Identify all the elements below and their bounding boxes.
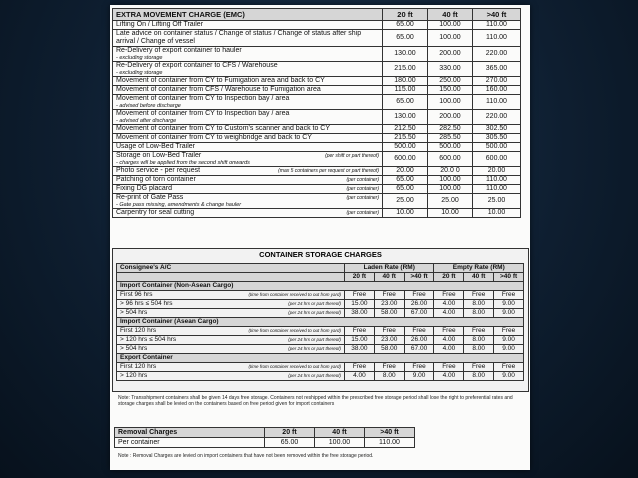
empty-rate-header: Empty Rate (RM) xyxy=(434,264,524,273)
emc-row xyxy=(113,95,521,110)
emc-row-note: (per container) xyxy=(346,195,379,201)
emc-title: EXTRA MOVEMENT CHARGE (EMC) xyxy=(113,9,383,21)
storage-row-value: 26.00 xyxy=(404,336,434,345)
storage-panel xyxy=(112,248,529,392)
storage-row-value: 4.00 xyxy=(434,309,464,318)
emc-row-label: Movement of container from CY to Fumigation area and back to CY xyxy=(116,77,325,84)
storage-row-value: Free xyxy=(434,363,464,372)
emc-row-description xyxy=(113,209,383,218)
storage-row-value: 9.00 xyxy=(494,345,524,354)
emc-row-label: Photo service - per request xyxy=(116,167,201,174)
emc-col-over40ft: >40 ft xyxy=(473,9,521,21)
emc-row-label: Storage on Low-Bed Trailer xyxy=(116,152,202,159)
storage-row xyxy=(117,300,524,309)
storage-section-title: Export Container xyxy=(117,354,524,363)
emc-row-label: Movement of container from CY to weighbridge and back to CY xyxy=(116,134,312,141)
storage-row-description xyxy=(117,300,345,309)
emc-row-description xyxy=(113,95,383,110)
emc-row xyxy=(113,209,521,218)
storage-row-value: 15.00 xyxy=(345,300,375,309)
emc-row xyxy=(113,194,521,209)
emc-row-value: 100.00 xyxy=(428,176,473,185)
removal-value-20ft: 65.00 xyxy=(265,438,315,448)
emc-row-value: 270.00 xyxy=(473,77,521,86)
emc-row xyxy=(113,30,521,47)
emc-row-value: 65.00 xyxy=(383,176,428,185)
storage-row-value: 26.00 xyxy=(404,300,434,309)
storage-row-description xyxy=(117,327,345,336)
storage-row xyxy=(117,309,524,318)
storage-row-value: 4.00 xyxy=(434,336,464,345)
storage-row-value: Free xyxy=(494,327,524,336)
storage-row-value: 8.00 xyxy=(374,372,404,381)
storage-row-label: First 120 hrs xyxy=(120,327,157,334)
storage-row-note: (per 24 hrs or part thereof) xyxy=(288,301,341,306)
emc-row-value: 100.00 xyxy=(428,185,473,194)
emc-row-sublabel: - excluding storage xyxy=(116,55,163,61)
emc-row-note: (per container) xyxy=(346,177,379,183)
storage-colheader: >40 ft xyxy=(404,273,434,282)
emc-row xyxy=(113,134,521,143)
emc-row-sublabel: - excluding storage xyxy=(116,70,163,76)
storage-row-description xyxy=(117,363,345,372)
storage-colheader: 20 ft xyxy=(434,273,464,282)
emc-row-label: Patching of torn container xyxy=(116,176,196,183)
emc-row-label: Fixing DG placard xyxy=(116,185,173,192)
removal-col-over40ft: >40 ft xyxy=(365,428,415,438)
removal-col-40ft: 40 ft xyxy=(315,428,365,438)
emc-row-value: 110.00 xyxy=(473,95,521,110)
emc-row-description xyxy=(113,125,383,134)
storage-colheader: 40 ft xyxy=(464,273,494,282)
storage-row-label: First 120 hrs xyxy=(120,363,157,370)
storage-row-value: Free xyxy=(345,363,375,372)
emc-row-value: 20.00 xyxy=(473,167,521,176)
storage-row-value: 9.00 xyxy=(494,336,524,345)
emc-row-value: 10.00 xyxy=(428,209,473,218)
storage-row-value: 9.00 xyxy=(494,309,524,318)
emc-row xyxy=(113,125,521,134)
storage-row-value: Free xyxy=(494,363,524,372)
storage-row-value: 23.00 xyxy=(374,300,404,309)
emc-col-40ft: 40 ft xyxy=(428,9,473,21)
storage-row-value: Free xyxy=(404,291,434,300)
storage-row-label: First 96 hrs xyxy=(120,291,153,298)
storage-row-description xyxy=(117,336,345,345)
storage-row-value: 9.00 xyxy=(494,372,524,381)
emc-row-value: 220.00 xyxy=(473,47,521,62)
storage-row-value: Free xyxy=(345,327,375,336)
emc-row-value: 20.0 0 xyxy=(428,167,473,176)
emc-row-value: 500.00 xyxy=(428,143,473,152)
storage-row-label: > 504 hrs xyxy=(120,345,148,352)
storage-row-value: 8.00 xyxy=(464,372,494,381)
storage-row-note: (time from container received to out from yard) xyxy=(248,292,341,297)
storage-row-value: Free xyxy=(374,291,404,300)
storage-section-row xyxy=(117,354,524,363)
emc-row-description xyxy=(113,110,383,125)
removal-title: Removal Charges xyxy=(115,428,265,438)
emc-row-value: 10.00 xyxy=(383,209,428,218)
removal-header-row xyxy=(115,428,415,438)
emc-row-value: 215.00 xyxy=(383,62,428,77)
emc-row-value: 160.00 xyxy=(473,86,521,95)
storage-row-value: Free xyxy=(374,363,404,372)
storage-row-value: 4.00 xyxy=(434,345,464,354)
emc-row-value: 130.00 xyxy=(383,110,428,125)
storage-row-description xyxy=(117,291,345,300)
storage-section-row xyxy=(117,282,524,291)
emc-row-note: (per shift or part thereof) xyxy=(325,153,379,159)
emc-row xyxy=(113,47,521,62)
storage-row-label: > 504 hrs xyxy=(120,309,148,316)
storage-row-value: 8.00 xyxy=(464,336,494,345)
emc-row-value: 220.00 xyxy=(473,110,521,125)
storage-row-value: Free xyxy=(464,291,494,300)
emc-row-value: 110.00 xyxy=(473,176,521,185)
storage-row-value: Free xyxy=(404,363,434,372)
emc-row-value: 215.50 xyxy=(383,134,428,143)
emc-row-value: 25.00 xyxy=(383,194,428,209)
storage-row-note: (per 24 hrs or part thereof) xyxy=(288,373,341,378)
storage-row-value: 58.00 xyxy=(374,309,404,318)
storage-colheader: >40 ft xyxy=(494,273,524,282)
removal-value-40ft: 100.00 xyxy=(315,438,365,448)
storage-row-note: (per 24 hrs or part thereof) xyxy=(288,310,341,315)
emc-row-note: (max 5 containers per request or part thereof) xyxy=(278,168,379,174)
emc-row-value: 500.00 xyxy=(383,143,428,152)
removal-row xyxy=(115,438,415,448)
consignee-header: Consignee's A/C xyxy=(117,264,345,273)
emc-row xyxy=(113,62,521,77)
emc-row-label: Usage of Low-Bed Trailer xyxy=(116,143,195,150)
emc-row-description xyxy=(113,176,383,185)
storage-row-value: Free xyxy=(464,363,494,372)
emc-row-value: 65.00 xyxy=(383,21,428,30)
emc-row-description xyxy=(113,134,383,143)
emc-row-description xyxy=(113,47,383,62)
storage-section-title: Import Container (Non-Asean Cargo) xyxy=(117,282,524,291)
storage-row-description xyxy=(117,345,345,354)
storage-row-value: 4.00 xyxy=(434,300,464,309)
storage-row-note: (time from container received to out from yard) xyxy=(248,364,341,369)
storage-row-value: 4.00 xyxy=(345,372,375,381)
emc-row-note: (per container) xyxy=(346,210,379,216)
storage-row-value: 58.00 xyxy=(374,345,404,354)
emc-row-value: 100.00 xyxy=(428,30,473,47)
emc-row-label: Re-print of Gate Pass xyxy=(116,194,184,201)
emc-row-value: 330.00 xyxy=(428,62,473,77)
emc-row-sublabel: - Gate pass missing, amendments & change hauler xyxy=(116,202,242,208)
removal-note: Note : Removal Charges are levied on import containers that have not been removed within the free storage period. xyxy=(118,453,374,459)
storage-colheader-blank xyxy=(117,273,345,282)
storage-colheader: 40 ft xyxy=(374,273,404,282)
storage-colheader: 20 ft xyxy=(345,273,375,282)
storage-row-value: 23.00 xyxy=(374,336,404,345)
storage-row xyxy=(117,336,524,345)
emc-row-sublabel: - advised after discharge xyxy=(116,118,177,124)
storage-row-value: Free xyxy=(345,291,375,300)
emc-row-value: 110.00 xyxy=(473,30,521,47)
emc-row-value: 302.50 xyxy=(473,125,521,134)
emc-row-label: Movement of container from CY to Custom's scanner and back to CY xyxy=(116,125,331,132)
storage-row-label: > 120 hrs ≤ 504 hrs xyxy=(120,336,177,343)
emc-row-value: 200.00 xyxy=(428,47,473,62)
emc-row-description xyxy=(113,77,383,86)
emc-row xyxy=(113,167,521,176)
removal-table xyxy=(114,427,415,448)
storage-row-value: 67.00 xyxy=(404,345,434,354)
emc-row-value: 130.00 xyxy=(383,47,428,62)
removal-label: Per container xyxy=(115,438,265,448)
storage-row-value: Free xyxy=(494,291,524,300)
laden-rate-header: Laden Rate (RM) xyxy=(345,264,434,273)
storage-row xyxy=(117,363,524,372)
removal-value-over40ft: 110.00 xyxy=(365,438,415,448)
storage-row-note: (per 24 hrs or part thereof) xyxy=(288,337,341,342)
emc-row-value: 150.00 xyxy=(428,86,473,95)
storage-row xyxy=(117,291,524,300)
emc-header-row xyxy=(113,9,521,21)
emc-row-value: 65.00 xyxy=(383,185,428,194)
emc-row-label: Movement of container from CFS / Warehouse to Fumigation area xyxy=(116,86,321,93)
storage-section-row xyxy=(117,318,524,327)
storage-row-value: Free xyxy=(404,327,434,336)
emc-row-description xyxy=(113,62,383,77)
emc-row-label: Re-Delivery of export container to hauler xyxy=(116,47,242,54)
emc-row-description xyxy=(113,143,383,152)
emc-row-value: 500.00 xyxy=(473,143,521,152)
emc-row xyxy=(113,176,521,185)
emc-row xyxy=(113,77,521,86)
storage-row-value: Free xyxy=(434,327,464,336)
storage-note: Note: Transshipment containers shall be given 14 days free storage. Containers not reshipped within the prescribed free storage period shall lose the right to preferential rates and storage charges shall be levied on the containers based on free period given for import containers xyxy=(118,395,513,407)
storage-row-description xyxy=(117,309,345,318)
emc-row-value: 180.00 xyxy=(383,77,428,86)
storage-row-value: 67.00 xyxy=(404,309,434,318)
storage-row-value: Free xyxy=(434,291,464,300)
emc-row-value: 100.00 xyxy=(428,21,473,30)
emc-row-value: 600.00 xyxy=(428,152,473,167)
emc-row-label: Movement of container from CY to Inspection bay / area xyxy=(116,95,290,102)
emc-row-value: 365.00 xyxy=(473,62,521,77)
emc-row-description xyxy=(113,30,383,47)
storage-row-description xyxy=(117,372,345,381)
emc-row-value: 65.00 xyxy=(383,95,428,110)
emc-table xyxy=(112,8,521,218)
emc-row xyxy=(113,110,521,125)
storage-row-value: 8.00 xyxy=(464,300,494,309)
storage-title: CONTAINER STORAGE CHARGES xyxy=(259,250,382,259)
removal-col-20ft: 20 ft xyxy=(265,428,315,438)
emc-row-sublabel: - charges will be applied from the second shift onwards xyxy=(116,160,250,166)
emc-row-value: 305.50 xyxy=(473,134,521,143)
emc-row-label: Lifting On / Lifting Off Trailer xyxy=(116,21,204,28)
storage-row xyxy=(117,327,524,336)
storage-header-row xyxy=(117,264,524,273)
storage-row-value: Free xyxy=(464,327,494,336)
emc-row xyxy=(113,143,521,152)
storage-section-title: Import Container (Asean Cargo) xyxy=(117,318,524,327)
storage-row-value: Free xyxy=(374,327,404,336)
storage-row xyxy=(117,345,524,354)
emc-row-description xyxy=(113,185,383,194)
emc-row-value: 110.00 xyxy=(473,185,521,194)
emc-row-label: Movement of container from CY to Inspection bay / area xyxy=(116,110,290,117)
emc-row-value: 25.00 xyxy=(428,194,473,209)
tariff-document xyxy=(110,5,530,470)
storage-row-value: 4.00 xyxy=(434,372,464,381)
emc-row-label: Late advice on container status / Change of status / Change of status after ship arrival / Change of vessel xyxy=(116,30,362,45)
storage-row-value: 38.00 xyxy=(345,309,375,318)
emc-row-value: 20.00 xyxy=(383,167,428,176)
emc-row xyxy=(113,185,521,194)
storage-row-value: 15.00 xyxy=(345,336,375,345)
emc-row xyxy=(113,21,521,30)
emc-row-description xyxy=(113,167,383,176)
storage-table xyxy=(116,263,524,381)
emc-row-value: 10.00 xyxy=(473,209,521,218)
emc-row-description xyxy=(113,194,383,209)
storage-row-label: > 96 hrs ≤ 504 hrs xyxy=(120,300,173,307)
storage-row-label: > 120 hrs xyxy=(120,372,148,379)
storage-row-value: 8.00 xyxy=(464,345,494,354)
emc-row-value: 282.50 xyxy=(428,125,473,134)
emc-row-description xyxy=(113,21,383,30)
emc-row-value: 115.00 xyxy=(383,86,428,95)
emc-row-value: 285.50 xyxy=(428,134,473,143)
storage-row-value: 9.00 xyxy=(494,300,524,309)
emc-row-value: 600.00 xyxy=(383,152,428,167)
emc-row-sublabel: - advised before discharge xyxy=(116,103,181,109)
emc-row-label: Re-Delivery of export container to CFS / Warehouse xyxy=(116,62,278,69)
storage-row-value: 9.00 xyxy=(404,372,434,381)
emc-row-value: 200.00 xyxy=(428,110,473,125)
emc-row-value: 25.00 xyxy=(473,194,521,209)
emc-row-value: 250.00 xyxy=(428,77,473,86)
emc-row-value: 212.50 xyxy=(383,125,428,134)
emc-row-value: 110.00 xyxy=(473,21,521,30)
emc-row-value: 100.00 xyxy=(428,95,473,110)
emc-row-value: 65.00 xyxy=(383,30,428,47)
emc-row-value: 600.00 xyxy=(473,152,521,167)
emc-row-label: Carpentry for seal cutting xyxy=(116,209,195,216)
emc-row-description xyxy=(113,86,383,95)
storage-colheader-row xyxy=(117,273,524,282)
emc-row-note: (per container) xyxy=(346,186,379,192)
storage-row-value: 8.00 xyxy=(464,309,494,318)
emc-row-description xyxy=(113,152,383,167)
storage-row-note: (time from container received to out from yard) xyxy=(248,328,341,333)
emc-row xyxy=(113,86,521,95)
emc-row xyxy=(113,152,521,167)
storage-row-value: 38.00 xyxy=(345,345,375,354)
emc-col-20ft: 20 ft xyxy=(383,9,428,21)
storage-row xyxy=(117,372,524,381)
storage-row-note: (per 24 hrs or part thereof) xyxy=(288,346,341,351)
